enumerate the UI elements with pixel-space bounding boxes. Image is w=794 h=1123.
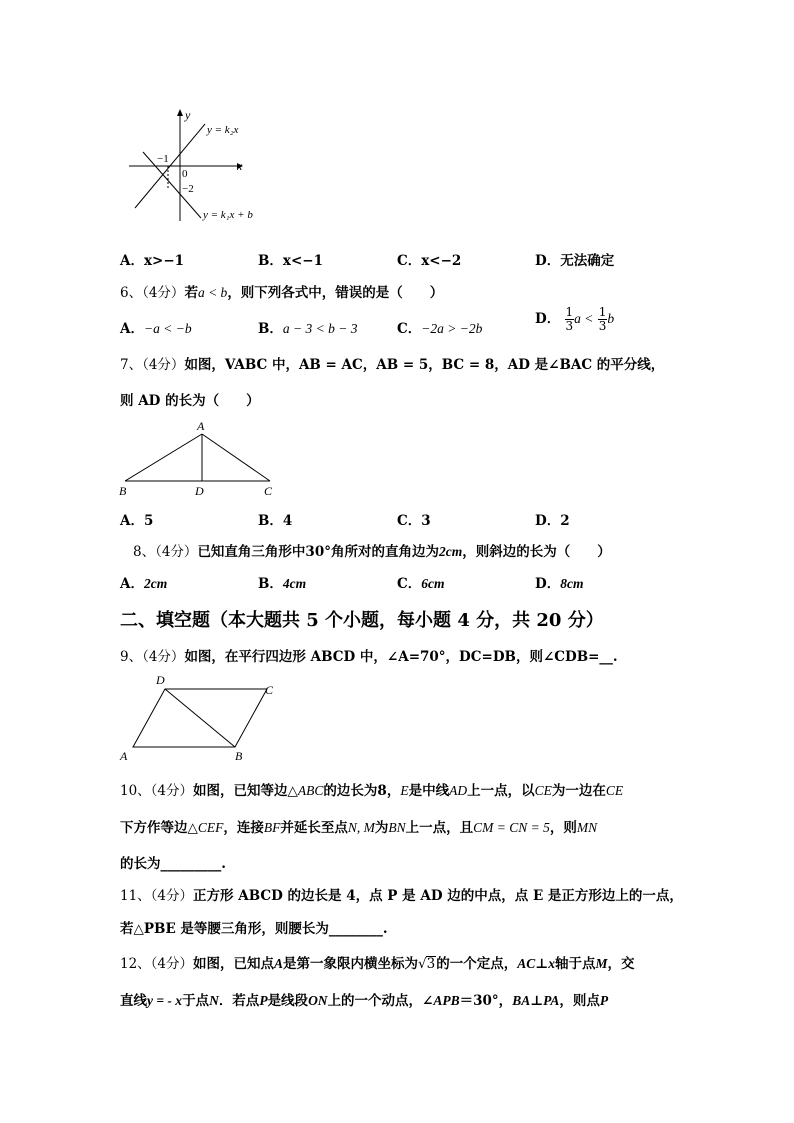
q7-option-d: D．2 [535, 513, 570, 529]
vertex-b: B [235, 749, 243, 763]
vertex-d: D [156, 673, 165, 687]
q11-line1: 11、（4分）正方形 ABCD 的边长是 4，点 P 是 AD 边的中点，点 E 是正方形边上的一点， [120, 888, 683, 904]
fraction-one-third-a: $\frac{1}{3}$ [565, 305, 574, 333]
diagonal-db [165, 689, 235, 747]
fraction-one-third-b: $\frac{1}{3}$ [598, 305, 607, 333]
q5-option-a: A．x>−1 [120, 253, 185, 269]
y-axis-label: y [185, 108, 191, 122]
q7-option-b: B．4 [258, 513, 293, 529]
q8-stem: 8、（4分）已知直角三角形中30°角所对的直角边为2cm，则斜边的长为（ ） [133, 544, 611, 560]
section-2-title: 二、填空题（本大题共 5 个小题，每小题 4 分，共 20 分） [120, 610, 604, 631]
tick-neg2: −2 [182, 183, 194, 195]
figure-q9-parallelogram [115, 672, 290, 764]
q8-option-b: B．4cm [258, 576, 307, 592]
q10-line2: 下方作等边△CEF，连接BF并延长至点N, M为BN上一点，且CM = CN = 5，则MN [120, 820, 598, 836]
q11-line2: 若△PBE 是等腰三角形，则腰长为________. [120, 921, 388, 937]
q7-option-c: C．3 [397, 513, 431, 529]
side-ac [202, 434, 270, 481]
line-k1x-label: y = k₁x + b [203, 209, 253, 221]
q6-option-a: A．−a < −b [120, 321, 192, 337]
y-axis-arrow [177, 109, 183, 116]
q8-option-a: A．2cm [120, 576, 168, 592]
x-axis-label: x [237, 159, 243, 173]
q7-stem-line1: 7、（4分）如图，VABC 中，AB = AC，AB = 5，BC = 8，AD 是∠BAC 的平分线， [120, 357, 665, 373]
q5-option-b: B．x<−1 [258, 253, 323, 269]
vertex-d: D [195, 484, 204, 498]
figure-q5-graph [125, 106, 275, 226]
vertex-c: C [265, 683, 274, 697]
q6-option-c: C．−2a > −2b [397, 321, 483, 337]
vertex-c: C [264, 484, 273, 498]
q8-option-d: D．8cm [535, 576, 584, 592]
vertex-a: A [197, 419, 205, 433]
q6-option-b: B．a − 3 < b − 3 [258, 321, 358, 337]
q12-line2: 直线y = - x于点N．若点P是线段ON上的一个动点，∠APB＝30°，BA⊥PA，则点P [120, 993, 609, 1009]
side-ab [125, 434, 202, 481]
sqrt-symbol: √ [418, 956, 427, 972]
q6-option-d: D． $\frac{1}{3}$ a < $\frac{1}{3}$ b [535, 305, 615, 333]
vertex-b: B [119, 484, 127, 498]
tick-neg1: −1 [157, 153, 169, 165]
q12-line1: 12、（4分）如图，已知点A是第一象限内横坐标为√3的一个定点，AC⊥x轴于点M，交 [120, 956, 635, 972]
line-k2x-label: y = k₂x [207, 124, 239, 136]
origin-label: 0 [182, 168, 188, 180]
q10-line1: 10、（4分）如图，已知等边△ABC的边长为8，E是中线AD上一点，以CE为一边在CE [120, 783, 624, 799]
q6-stem: 6、（4分）若a < b，则下列各式中，错误的是（ ） [120, 285, 444, 301]
figure-q7-triangle [115, 418, 285, 503]
q8-option-c: C．6cm [397, 576, 445, 592]
vertex-a: A [120, 749, 128, 763]
q7-stem-line2: 则 AD 的长为（ ） [120, 393, 260, 409]
q5-option-d: D．无法确定 [535, 253, 615, 269]
q9-stem: 9、（4分）如图，在平行四边形 ABCD 中，∠A=70°，DC=DB，则∠CDB=__. [120, 649, 618, 665]
q5-option-c: C．x<−2 [397, 253, 462, 269]
q10-line3: 的长为_________. [120, 856, 226, 872]
q7-option-a: A．5 [120, 513, 154, 529]
